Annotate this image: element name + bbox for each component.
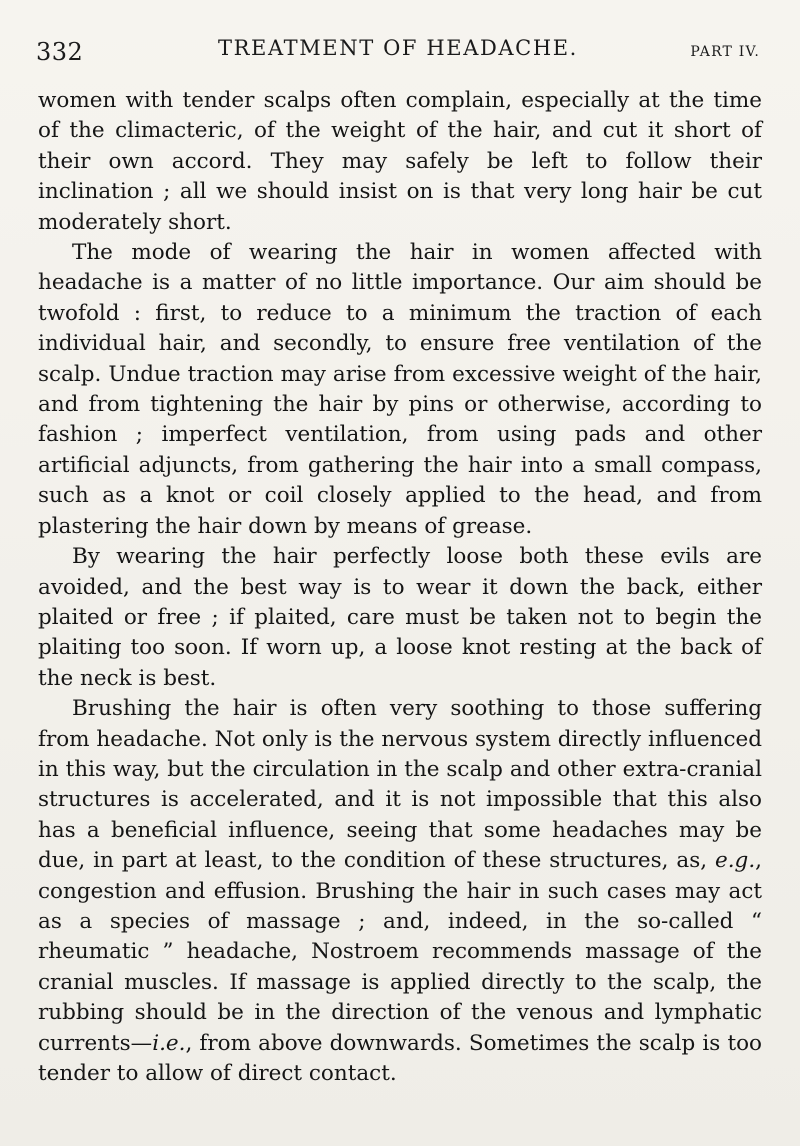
paragraph-loose-hair: By wearing the hair perfectly loose both these evils are avoided, and the best way is to wear it down the back, either plaited or free ; if plaited, care must be taken not to begin the plaiting too soon. If worn up, a loose knot resting at the back of the neck is best. — [38, 544, 762, 691]
abbreviation-ie: i.e. — [152, 1030, 186, 1056]
running-title: TREATMENT OF HEADACHE. — [218, 36, 578, 60]
part-label: PART IV. — [690, 44, 760, 60]
paragraph-brushing-hair — [38, 694, 762, 1089]
body-text — [38, 86, 762, 1089]
paragraph-hair-length: women with tender scalps often complain, especially at the time of the climacteric, of the weight of the hair, and cut it short of their own accord. They may safely be left to follow their inclination ; all we should insist on is that very long hair be cut moderately short. — [38, 88, 762, 235]
brushing-text-part-1: Brushing the hair is often very soothing to those suffering from headache. Not only is the nervous system directly influenced in this way, but the circulation in the scalp and other extra-cranial structures is accelerated, and it is not impossible that this also has a beneficial influence, seeing that some headaches may be due, in part at least, to the condition of these structures, as, — [38, 696, 762, 874]
page-header — [36, 30, 760, 66]
brushing-text-part-2: , congestion and effusion. Brushing the hair in such cases may act as a species of massage ; and, indeed, in the so-called “ rheumatic ” headache, Nostroem recommends massage of the cranial muscles. If massage is applied directly to the scalp, the rubbing should be in the direction of the venous and lymphatic currents— — [38, 848, 762, 1056]
paragraph-wearing-hair: The mode of wearing the hair in women affected with headache is a matter of no little importance. Our aim should be twofold : first, to reduce to a minimum the traction of each individual hair, and secondly, to ensure free ventilation of the scalp. Undue traction may arise from excessive weight of the hair, and from tightening the hair by pins or otherwise, according to fashion ; imperfect ventilation, from using pads and other artificial adjuncts, from gathering the hair into a small compass, such as a knot or coil closely applied to the head, and from plastering the hair down by means of grease. — [38, 240, 762, 539]
brushing-text-part-3: , from above downwards. Sometimes the scalp is too tender to allow of direct contact. — [38, 1030, 762, 1086]
abbreviation-eg: e.g. — [715, 848, 756, 874]
page-number: 332 — [36, 38, 84, 66]
